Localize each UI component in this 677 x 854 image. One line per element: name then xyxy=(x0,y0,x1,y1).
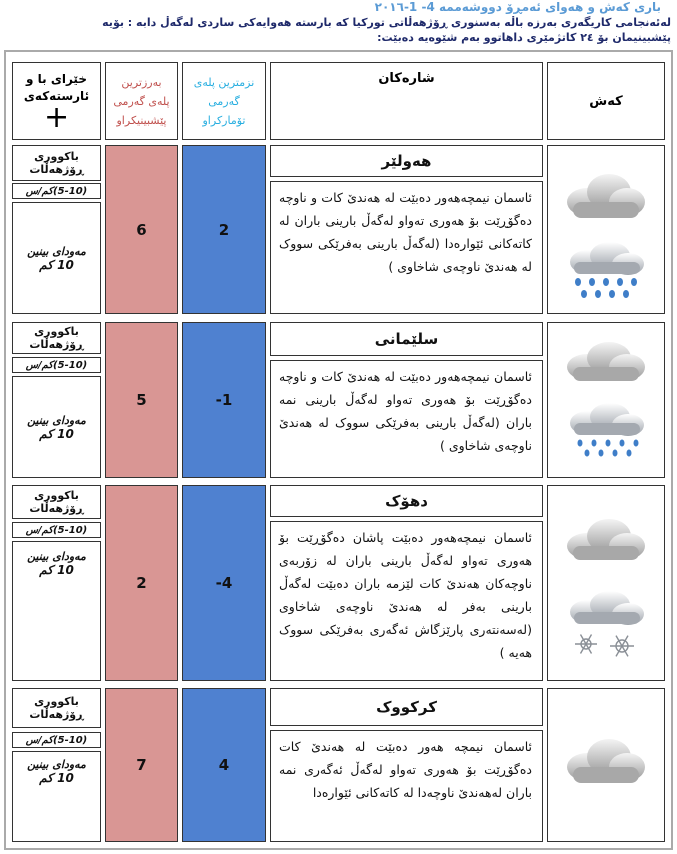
wind-direction-line1: باکووری xyxy=(34,150,79,163)
max-temp-value: 5 xyxy=(105,322,178,478)
min-temp-value: 2 xyxy=(182,145,266,314)
cities-header-label: شارەکان xyxy=(378,71,435,86)
wind-direction-cell xyxy=(12,688,101,728)
cloudy-icon xyxy=(563,168,647,224)
max-header-line1: بەرزترین xyxy=(121,75,162,89)
cloudy-icon xyxy=(563,514,647,566)
visibility-label: مەودای بینین xyxy=(27,413,86,427)
weather-icon-cell xyxy=(547,485,665,681)
wind-speed-cell xyxy=(12,357,101,373)
wind-header-line2: ئارستەکەی xyxy=(23,89,90,103)
wind-direction-line2: ڕۆژهەڵات xyxy=(29,708,84,721)
max-temp-column-header xyxy=(105,62,178,140)
visibility-value: 10 کم xyxy=(39,563,74,577)
min-header-line2: گەرمی xyxy=(208,94,240,108)
visibility-cell xyxy=(12,202,101,314)
wind-direction-line2: ڕۆژهەڵات xyxy=(29,163,84,176)
visibility-cell xyxy=(12,751,101,842)
wind-speed-value: (5-10)كم/س xyxy=(25,734,88,746)
wind-speed-cell xyxy=(12,522,101,538)
weather-icon-cell xyxy=(547,145,665,314)
max-header-line2: پلەی گەرمی xyxy=(113,94,170,108)
city-forecast-text: ئاسمان نیمچە هەور دەبێت لە هەندێ کات دەگۆڕێت بۆ هەوری تەواو لەگەڵ ئەگەری نمە باران لەهەندێ ناوچەدا لە کاتەکانی ئێوارەدا xyxy=(270,730,543,842)
wind-direction-cell xyxy=(12,145,101,181)
plus-icon: + xyxy=(43,100,70,135)
cloudy-icon xyxy=(563,337,647,387)
min-header-line1: نزمترین پلەی xyxy=(193,75,255,89)
min-temp-value: 4 xyxy=(182,688,266,842)
wind-direction-line1: باکووری xyxy=(34,695,79,708)
cities-column-header xyxy=(270,62,543,140)
city-name: سلێمانی xyxy=(270,322,543,356)
max-temp-value: 2 xyxy=(105,485,178,681)
max-temp-value: 7 xyxy=(105,688,178,842)
visibility-cell xyxy=(12,541,101,681)
wind-column-header xyxy=(12,62,101,140)
wind-speed-cell xyxy=(12,183,101,199)
wind-direction-cell xyxy=(12,485,101,519)
wind-speed-value: (5-10)كم/س xyxy=(25,359,88,371)
weather-header-label: کەش xyxy=(589,93,623,109)
wind-direction-line1: باکووری xyxy=(34,325,79,338)
wind-direction-cell xyxy=(12,322,101,354)
min-temp-value: -1 xyxy=(182,322,266,478)
wind-speed-cell xyxy=(12,732,101,748)
weather-icon-cell xyxy=(547,322,665,478)
visibility-label: مەودای بینین xyxy=(27,758,86,771)
max-header-line3: پێشبینیکراو xyxy=(116,113,167,127)
city-forecast-text: ئاسمان نیمچەهەور دەبێت لە هەندێ کات و ناوچە دەگۆڕێت بۆ هەوری تەواو لەگەڵ بارینی باران لە کاتەکانی ئێوارەدا (لەگەڵ بارینی بەفرێکی سووک لە هەندێ ناوچەی شاخاوی ) xyxy=(270,181,543,314)
city-forecast-text: ئاسمان نیمچەهەور دەبێت پاشان دەگۆڕێت بۆ هەوری تەواو لەگەڵ بارینی باران لە زۆربەی ناوچەکان هەندێ کات لێزمە باران دەبێت لەگەڵ بارینی بەفر لە هەندێ ناوچەی شاخاوی (لەسەنتەری پارێزگاش ئەگەری بەفرێکی سووک هەیە ) xyxy=(270,521,543,681)
visibility-label: مەودای بینین xyxy=(27,244,86,258)
city-name: هەولێر xyxy=(270,145,543,177)
report-forecast-line: پێشبینیمان بۆ ٢٤ کاتژمێری داهاتوو بەم شێوەیە دەبێت: xyxy=(377,31,671,44)
wind-header-line1: خێرای با و xyxy=(26,72,87,86)
weather-column-header xyxy=(547,62,665,140)
max-temp-value: 6 xyxy=(105,145,178,314)
min-temp-column-header xyxy=(182,62,266,140)
rain-icon xyxy=(562,242,652,302)
city-forecast-text: ئاسمان نیمچەهەور دەبێت لە هەندێ کات و ناوچە دەگۆڕێت بۆ هەوری تەواو لەگەڵ بارینی نمە باران (لەگەڵ بارینی بەفرێکی سووک لە هەندێ ناوچەی شاخاوی ) xyxy=(270,360,543,478)
min-header-line3: تۆمارکراو xyxy=(202,113,246,127)
visibility-value: 10 کم xyxy=(39,771,74,785)
cloudy-icon xyxy=(563,733,647,789)
wind-direction-line1: باکووری xyxy=(34,489,79,502)
visibility-value: 10 کم xyxy=(39,426,74,441)
wind-speed-value: (5-10)كم/س xyxy=(25,524,88,536)
wind-direction-line2: ڕۆژهەڵات xyxy=(29,338,84,351)
drizzle-icon xyxy=(562,403,652,459)
wind-direction-line2: ڕۆژهەڵات xyxy=(29,502,84,515)
city-name: دهۆک xyxy=(270,485,543,517)
report-title: باری کەش و هەوای ئەمڕۆ دووشەممە 4- 1-٢٠١٦ xyxy=(374,0,661,14)
snow-icon xyxy=(562,590,652,664)
weather-icon-cell xyxy=(547,688,665,842)
report-intro-line: لەئەنجامی کاریگەری بەرزە باڵە بەسنوری ڕۆژهەڵاتی تورکیا کە بارستە هەوایەکی ساردی لەگەڵ دابە : بۆیە xyxy=(102,16,671,29)
city-name: کرکووک xyxy=(270,688,543,726)
min-temp-value: -4 xyxy=(182,485,266,681)
visibility-cell xyxy=(12,376,101,478)
visibility-value: 10 کم xyxy=(39,257,74,272)
wind-speed-value: (5-10)كم/س xyxy=(25,185,88,197)
visibility-label: مەودای بینین xyxy=(27,550,86,563)
